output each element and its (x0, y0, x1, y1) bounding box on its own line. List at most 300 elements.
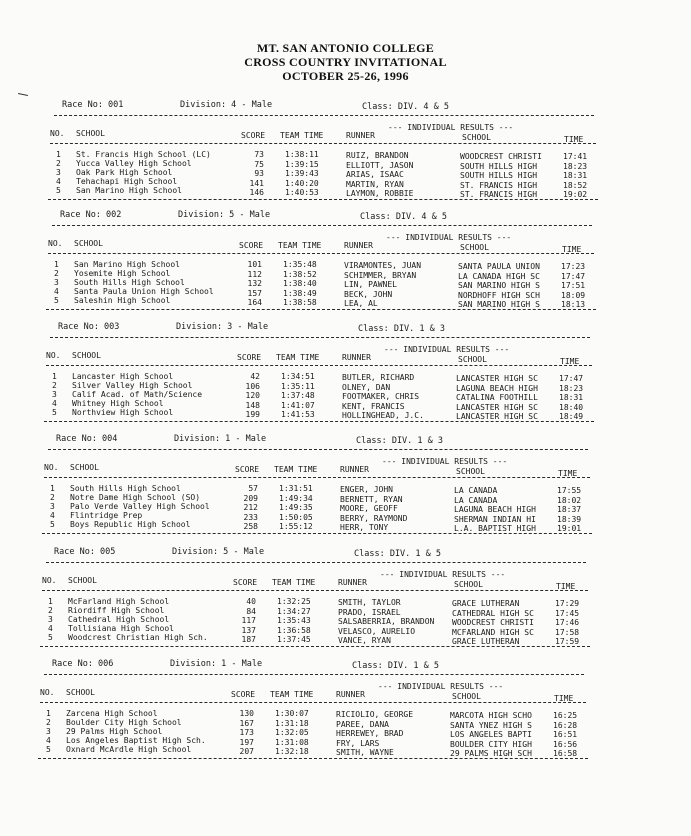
row-score: 164 (247, 298, 262, 308)
row-team-time: 1:38:11 (285, 150, 319, 159)
row-time: 17:59 (555, 637, 580, 647)
row-school: Flintridge Prep (70, 511, 143, 520)
row-place: 5 (52, 408, 57, 417)
row-runner: MARTIN, RYAN (346, 179, 404, 189)
row-runner: HOLLINGHEAD, J.C. (342, 411, 424, 421)
class-label: Class: DIV. 1 & 5 (354, 549, 441, 559)
col-score: SCORE (237, 353, 262, 362)
row-runner: BECK, JOHN (344, 289, 393, 299)
row-score: 199 (245, 410, 260, 420)
row-team-time: 1:32:18 (275, 747, 309, 757)
col-runner: RUNNER (340, 465, 369, 474)
row-ind-school: SANTA PAULA UNION (458, 262, 540, 271)
col-team-time: TEAM TIME (278, 241, 322, 250)
row-runner: FRY, LARS (336, 738, 380, 748)
row-ind-school: CATALINA FOOTHILL (456, 393, 538, 403)
row-ind-school: LOS ANGELES BAPTI (450, 730, 532, 740)
row-school: Zarcena High School (66, 709, 158, 718)
row-ind-school: SOUTH HILLS HIGH (460, 161, 538, 171)
row-school: Boys Republic High School (70, 520, 191, 529)
row-team-time: 1:37:45 (277, 635, 311, 645)
row-time: 18:02 (557, 495, 582, 505)
race-no-label: Race No: 002 (60, 210, 122, 220)
row-ind-school: MCFARLAND HIGH SC (452, 627, 534, 637)
row-team-time: 1:31:08 (275, 737, 309, 747)
row-time: 17:51 (561, 281, 586, 291)
row-team-time: 1:38:49 (283, 288, 317, 298)
row-score: 117 (241, 616, 256, 626)
row-runner: BERRY, RAYMOND (340, 513, 408, 523)
row-school: Woodcrest Christian High Sch. (68, 633, 208, 642)
col-time: TIME (556, 582, 576, 591)
row-place: 2 (50, 493, 55, 502)
row-place: 4 (48, 624, 53, 633)
row-school: Notre Dame High School (SO) (70, 493, 201, 502)
row-place: 5 (46, 745, 51, 754)
row-team-time: 1:30:07 (275, 709, 309, 718)
row-ind-school: SHERMAN INDIAN HI (454, 514, 536, 524)
row-school: San Marino High School (76, 186, 182, 195)
row-score: 173 (239, 728, 254, 738)
col-team-time: TEAM TIME (270, 690, 314, 699)
row-time: 17:41 (563, 152, 588, 161)
row-school: Palo Verde Valley High School (70, 502, 210, 511)
row-score: 93 (254, 169, 264, 179)
row-team-time: 1:50:05 (279, 512, 313, 522)
row-place: 2 (54, 269, 59, 278)
col-ind-school: SCHOOL (454, 580, 483, 589)
row-runner: VIRAMONTES, JUAN (344, 261, 422, 270)
divider (46, 562, 586, 563)
col-team-time: TEAM TIME (280, 131, 324, 140)
row-time: 17:47 (561, 271, 586, 281)
row-school: Silver Valley High School (72, 381, 193, 390)
row-ind-school: BOULDER CITY HIGH (450, 739, 532, 749)
row-runner: VANCE, RYAN (338, 636, 391, 646)
row-team-time: 1:38:52 (283, 269, 317, 279)
row-place: 2 (56, 159, 61, 168)
race-block (0, 208, 691, 318)
row-school: Yucca Valley High School (76, 159, 192, 168)
row-team-time: 1:40:20 (285, 178, 319, 188)
row-school: Saleshin High School (74, 296, 171, 305)
row-ind-school: CATHEDRAL HIGH SC (452, 608, 534, 618)
divider (42, 533, 592, 534)
row-school: Lancaster High School (72, 372, 174, 381)
race-no-label: Race No: 003 (58, 322, 120, 332)
row-team-time: 1:35:48 (283, 260, 317, 269)
row-time: 17:58 (555, 627, 580, 637)
class-label: Class: DIV. 1 & 3 (356, 436, 443, 446)
row-time: 18:31 (563, 171, 588, 181)
ind-results-heading: --- INDIVIDUAL RESULTS --- (378, 682, 504, 691)
row-time: 16:51 (553, 730, 578, 740)
race-no-label: Race No: 006 (52, 659, 114, 669)
row-runner: RUIZ, BRANDON (346, 151, 409, 160)
row-ind-school: GRACE LUTHERAN (452, 599, 520, 608)
row-time: 18:40 (559, 402, 584, 412)
row-team-time: 1:49:34 (279, 493, 313, 503)
row-time: 16:28 (553, 720, 578, 730)
divider (38, 758, 588, 759)
row-ind-school: SANTA YNEZ HIGH S (450, 720, 532, 730)
row-score: 137 (241, 625, 256, 635)
division-label: Division: 3 - Male (176, 322, 269, 332)
row-score: 197 (239, 737, 254, 747)
row-school: Oak Park High School (76, 168, 173, 177)
divider (46, 365, 592, 366)
row-place: 1 (52, 372, 57, 381)
row-place: 3 (54, 278, 59, 287)
col-school: SCHOOL (72, 351, 101, 360)
row-ind-school: MARCOTA HIGH SCHO (450, 711, 532, 720)
row-score: 120 (245, 391, 260, 401)
row-ind-school: WOODCREST CHRISTI (452, 618, 534, 628)
row-ind-school: SOUTH HILLS HIGH (460, 171, 538, 181)
page-title-college: MT. SAN ANTONIO COLLEGE (256, 41, 435, 55)
row-ind-school: LA CANADA (454, 495, 498, 505)
row-place: 1 (46, 709, 51, 718)
col-time: TIME (562, 245, 582, 254)
col-time: TIME (554, 694, 574, 703)
row-time: 19:02 (563, 190, 588, 200)
row-school: Calif Acad. of Math/Science (72, 390, 203, 399)
row-time: 17:23 (561, 262, 586, 271)
divider (42, 590, 588, 591)
row-ind-school: LA CANADA HIGH SC (458, 271, 540, 281)
row-ind-school: WOODCREST CHRISTI (460, 152, 542, 161)
divider (48, 449, 588, 450)
row-ind-school: SAN MARINO HIGH S (458, 300, 540, 310)
ind-results-heading: --- INDIVIDUAL RESULTS --- (386, 233, 512, 242)
row-time: 17:47 (559, 374, 584, 383)
page-title-date: OCTOBER 25-26, 1996 (282, 69, 409, 83)
row-score: 132 (247, 279, 262, 289)
row-school: San Marino High School (74, 260, 180, 269)
row-place: 3 (52, 390, 57, 399)
row-place: 1 (56, 150, 61, 159)
col-no: NO. (50, 129, 65, 138)
col-school: SCHOOL (68, 576, 97, 585)
row-ind-school: LANCASTER HIGH SC (456, 412, 538, 422)
row-runner: SMITH, TAYLOR (338, 598, 401, 607)
row-time: 18:37 (557, 505, 582, 515)
ind-results-heading: --- INDIVIDUAL RESULTS --- (382, 457, 508, 466)
col-score: SCORE (233, 578, 258, 587)
row-place: 4 (54, 287, 59, 296)
row-runner: ARIAS, ISAAC (346, 170, 404, 180)
row-time: 17:29 (555, 599, 580, 608)
row-ind-school: LANCASTER HIGH SC (456, 374, 538, 383)
row-team-time: 1:39:15 (285, 159, 319, 169)
col-ind-school: SCHOOL (460, 243, 489, 252)
row-score: 42 (250, 372, 260, 381)
divider (40, 646, 590, 647)
row-school: South Hills High School (74, 278, 185, 287)
divider (44, 477, 590, 478)
row-ind-school: ST. FRANCIS HIGH (460, 190, 538, 200)
row-place: 3 (48, 615, 53, 624)
col-team-time: TEAM TIME (276, 353, 320, 362)
row-score: 207 (239, 747, 254, 757)
division-label: Division: 1 - Male (174, 434, 267, 444)
row-team-time: 1:31:51 (279, 484, 313, 493)
col-runner: RUNNER (338, 578, 367, 587)
col-school: SCHOOL (70, 463, 99, 472)
row-score: 84 (246, 606, 256, 616)
col-ind-school: SCHOOL (452, 692, 481, 701)
col-school: SCHOOL (74, 239, 103, 248)
row-team-time: 1:39:43 (285, 169, 319, 179)
page-title-event: CROSS COUNTRY INVITATIONAL (244, 55, 447, 69)
col-ind-school: SCHOOL (462, 133, 491, 142)
row-score: 148 (245, 400, 260, 410)
col-no: NO. (48, 239, 63, 248)
row-ind-school: GRACE LUTHERAN (452, 637, 520, 647)
row-place: 5 (54, 296, 59, 305)
divider (54, 115, 594, 116)
class-label: Class: DIV. 1 & 5 (352, 661, 439, 671)
row-runner: HERREWEY, BRAD (336, 729, 404, 739)
row-runner: ENGER, JOHN (340, 485, 393, 494)
col-score: SCORE (241, 131, 266, 140)
row-school: Tehachapi High School (76, 177, 178, 186)
row-ind-school: LANCASTER HIGH SC (456, 402, 538, 412)
row-team-time: 1:34:27 (277, 606, 311, 616)
row-team-time: 1:38:58 (283, 298, 317, 308)
row-team-time: 1:37:48 (281, 391, 315, 401)
class-label: Class: DIV. 1 & 3 (358, 324, 445, 334)
row-place: 5 (50, 520, 55, 529)
row-place: 2 (46, 718, 51, 727)
row-runner: FOOTMAKER, CHRIS (342, 392, 420, 402)
row-school: Whitney High School (72, 399, 164, 408)
row-school: Oxnard McArdle High School (66, 745, 192, 754)
row-place: 5 (48, 633, 53, 642)
col-no: NO. (40, 688, 55, 697)
divider (46, 309, 596, 310)
row-time: 18:23 (559, 383, 584, 393)
col-school: SCHOOL (76, 129, 105, 138)
ind-results-heading: --- INDIVIDUAL RESULTS --- (380, 570, 506, 579)
race-block (0, 432, 691, 542)
row-ind-school: LAGUNA BEACH HIGH (454, 505, 536, 515)
row-school: Los Angeles Baptist High Sch. (66, 736, 206, 745)
row-place: 4 (52, 399, 57, 408)
race-block (0, 545, 691, 655)
col-time: TIME (564, 135, 584, 144)
row-runner: RICIOLIO, GEORGE (336, 710, 414, 719)
row-runner: SCHIMMER, BRYAN (344, 270, 417, 280)
row-ind-school: 29 PALMS HIGH SCH (450, 749, 532, 759)
row-score: 130 (239, 709, 254, 718)
col-time: TIME (560, 357, 580, 366)
col-no: NO. (42, 576, 57, 585)
row-runner: OLNEY, DAN (342, 382, 391, 392)
col-score: SCORE (231, 690, 256, 699)
race-block (0, 657, 691, 767)
col-time: TIME (558, 469, 578, 478)
division-label: Division: 5 - Male (172, 547, 265, 557)
row-place: 4 (56, 177, 61, 186)
row-team-time: 1:38:40 (283, 279, 317, 289)
row-ind-school: NORDHOFF HIGH SCH (458, 290, 540, 300)
col-team-time: TEAM TIME (274, 465, 318, 474)
col-school: SCHOOL (66, 688, 95, 697)
row-runner: PRADO, ISRAEL (338, 607, 401, 617)
col-runner: RUNNER (344, 241, 373, 250)
col-score: SCORE (239, 241, 264, 250)
row-score: 57 (248, 484, 258, 493)
row-team-time: 1:32:25 (277, 597, 311, 606)
row-time: 18:31 (559, 393, 584, 403)
row-school: South Hills High School (70, 484, 181, 493)
row-time: 18:13 (561, 300, 586, 310)
row-score: 146 (249, 188, 264, 198)
row-time: 17:45 (555, 608, 580, 618)
row-runner: BERNETT, RYAN (340, 494, 403, 504)
row-ind-school: SAN MARINO HIGH S (458, 281, 540, 291)
row-school: Santa Paula Union High School (74, 287, 214, 296)
row-runner: LIN, PAWNEL (344, 280, 397, 290)
division-label: Division: 4 - Male (180, 100, 273, 110)
divider (48, 199, 598, 200)
row-runner: ELLIOTT, JASON (346, 160, 414, 170)
race-block (0, 98, 691, 208)
row-score: 187 (241, 635, 256, 645)
row-school: Tollisiana High School (68, 624, 174, 633)
row-team-time: 1:32:05 (275, 728, 309, 738)
row-school: 29 Palms High School (66, 727, 163, 736)
row-team-time: 1:35:43 (277, 616, 311, 626)
row-school: Yosemite High School (74, 269, 171, 278)
row-place: 5 (56, 186, 61, 195)
divider (40, 702, 586, 703)
col-runner: RUNNER (342, 353, 371, 362)
row-team-time: 1:31:18 (275, 718, 309, 728)
row-score: 167 (239, 718, 254, 728)
col-no: NO. (44, 463, 59, 472)
division-label: Division: 1 - Male (170, 659, 263, 669)
row-place: 1 (50, 484, 55, 493)
ind-results-heading: --- INDIVIDUAL RESULTS --- (384, 345, 510, 354)
row-runner: SALSABERRIA, BRANDON (338, 617, 435, 627)
row-score: 112 (247, 269, 262, 279)
race-block (0, 320, 691, 430)
row-time: 16:56 (553, 739, 578, 749)
row-ind-school: L.A. BAPTIST HIGH (454, 524, 536, 534)
row-team-time: 1:41:53 (281, 410, 315, 420)
row-school: McFarland High School (68, 597, 170, 606)
row-school: Riordiff High School (68, 606, 165, 615)
divider (44, 674, 584, 675)
row-runner: SMITH, WAYNE (336, 748, 394, 758)
row-place: 1 (48, 597, 53, 606)
row-place: 3 (56, 168, 61, 177)
row-place: 4 (46, 736, 51, 745)
row-score: 157 (247, 288, 262, 298)
division-label: Division: 5 - Male (178, 210, 271, 220)
row-runner: PAREE, DANA (336, 719, 389, 729)
class-label: Class: DIV. 4 & 5 (362, 102, 449, 112)
divider (50, 143, 596, 144)
col-team-time: TEAM TIME (272, 578, 316, 587)
row-time: 19:01 (557, 524, 582, 534)
row-ind-school: LAGUNA BEACH HIGH (456, 383, 538, 393)
row-place: 3 (46, 727, 51, 736)
row-runner: HERR, TONY (340, 523, 389, 533)
row-place: 2 (48, 606, 53, 615)
row-team-time: 1:41:07 (281, 400, 315, 410)
row-school: St. Francis High School (LC) (76, 150, 211, 159)
row-score: 258 (243, 522, 258, 532)
row-team-time: 1:49:35 (279, 503, 313, 513)
col-ind-school: SCHOOL (458, 355, 487, 364)
row-team-time: 1:40:53 (285, 188, 319, 198)
row-score: 75 (254, 159, 264, 169)
col-no: NO. (46, 351, 61, 360)
row-score: 209 (243, 493, 258, 503)
row-school: Cathedral High School (68, 615, 170, 624)
margin-mark (18, 93, 28, 96)
row-place: 4 (50, 511, 55, 520)
divider (50, 337, 590, 338)
row-ind-school: LA CANADA (454, 486, 498, 495)
col-runner: RUNNER (346, 131, 375, 140)
row-place: 2 (52, 381, 57, 390)
row-score: 106 (245, 381, 260, 391)
row-time: 18:23 (563, 161, 588, 171)
row-time: 18:39 (557, 514, 582, 524)
row-score: 212 (243, 503, 258, 513)
row-time: 16:25 (553, 711, 578, 720)
row-place: 3 (50, 502, 55, 511)
row-score: 40 (246, 597, 256, 606)
row-time: 18:49 (559, 412, 584, 422)
divider (48, 253, 594, 254)
col-runner: RUNNER (336, 690, 365, 699)
col-score: SCORE (235, 465, 260, 474)
row-runner: LEA, AL (344, 299, 378, 309)
race-no-label: Race No: 005 (54, 547, 116, 557)
row-time: 17:55 (557, 486, 582, 495)
divider (52, 225, 592, 226)
row-runner: LAYMON, ROBBIE (346, 189, 414, 199)
row-runner: MOORE, GEOFF (340, 504, 398, 514)
row-runner: BUTLER, RICHARD (342, 373, 415, 382)
class-label: Class: DIV. 4 & 5 (360, 212, 447, 222)
divider (44, 421, 594, 422)
row-time: 17:46 (555, 618, 580, 628)
row-place: 1 (54, 260, 59, 269)
col-ind-school: SCHOOL (456, 467, 485, 476)
row-time: 18:09 (561, 290, 586, 300)
row-team-time: 1:36:58 (277, 625, 311, 635)
row-runner: VELASCO, AURELIO (338, 626, 416, 636)
row-school: Boulder City High School (66, 718, 182, 727)
row-school: Northview High School (72, 408, 174, 417)
row-score: 73 (254, 150, 264, 159)
row-time: 16:58 (553, 749, 578, 759)
row-time: 18:52 (563, 180, 588, 190)
race-no-label: Race No: 004 (56, 434, 118, 444)
row-team-time: 1:55:12 (279, 522, 313, 532)
row-runner: KENT, FRANCIS (342, 401, 405, 411)
race-no-label: Race No: 001 (62, 100, 124, 110)
row-score: 233 (243, 512, 258, 522)
row-ind-school: ST. FRANCIS HIGH (460, 180, 538, 190)
ind-results-heading: --- INDIVIDUAL RESULTS --- (388, 123, 514, 132)
